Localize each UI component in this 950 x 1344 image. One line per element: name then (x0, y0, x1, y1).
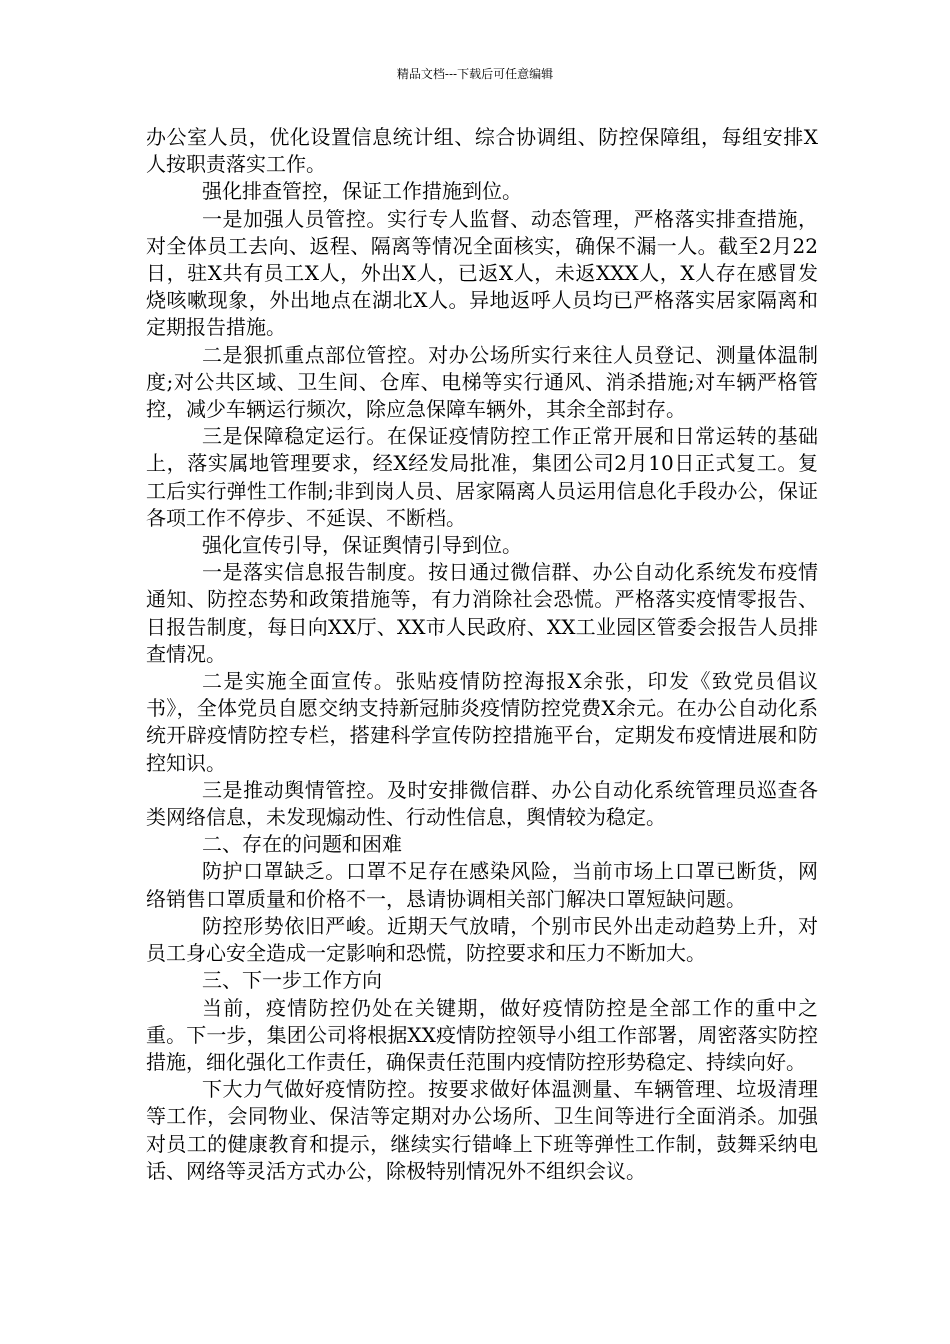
paragraph: 办公室人员，优化设置信息统计组、综合协调组、防控保障组，每组安排X人按职责落实工作。 (146, 125, 818, 177)
paragraph: 一是落实信息报告制度。按日通过微信群、办公自动化系统发布疫情通知、防控态势和政策措施等，有力消除社会恐慌。严格落实疫情零报告、日报告制度，每日向XX厅、XX市人民政府、XX工业园区管委会报告人员排查情况。 (146, 560, 818, 666)
paragraph: 防控形势依旧严峻。近期天气放晴，个别市民外出走动趋势上升，对员工身心安全造成一定影响和恐慌，防控要求和压力不断加大。 (146, 913, 818, 966)
paragraph: 强化排查管控，保证工作措施到位。 (202, 179, 522, 204)
section-heading: 三、下一步工作方向 (202, 968, 382, 993)
paragraph: 三是推动舆情管控。及时安排微信群、办公自动化系统管理员巡查各类网络信息，未发现煽动性、行动性信息，舆情较为稳定。 (146, 777, 818, 830)
document-body (146, 124, 818, 1185)
paragraph: 防护口罩缺乏。口罩不足存在感染风险，当前市场上口罩已断货，网络销售口罩质量和价格不一，恳请协调相关部门解决口罩短缺问题。 (146, 859, 818, 911)
paragraph: 强化宣传引导，保证舆情引导到位。 (202, 533, 522, 558)
paragraph: 三是保障稳定运行。在保证疫情防控工作正常开展和日常运转的基础上，落实属地管理要求，经X经发局批准，集团公司2月10日正式复工。复工后实行弹性工作制;非到岗人员、居家隔离人员运用信息化手段办公，保证各项工作不停步、不延误、不断档。 (146, 424, 818, 530)
paragraph: 二是狠抓重点部位管控。对办公场所实行来往人员登记、测量体温制度;对公共区域、卫生间、仓库、电梯等实行通风、消杀措施;对车辆严格管控，减少车辆运行频次，除应急保障车辆外，其余全部封存。 (146, 342, 818, 422)
page-header: 精品文档---下载后可任意编辑 (396, 67, 554, 81)
section-heading: 二、存在的问题和困难 (202, 832, 402, 857)
paragraph: 下大力气做好疫情防控。按要求做好体温测量、车辆管理、垃圾清理等工作，会同物业、保洁等定期对办公场所、卫生间等进行全面消杀。加强对员工的健康教育和提示，继续实行错峰上下班等弹性工作制，鼓舞采纳电话、网络等灵活方式办公，除极特别情况外不组织会议。 (146, 1077, 818, 1183)
paragraph: 一是加强人员管控。实行专人监督、动态管理，严格落实排查措施，对全体员工去向、返程、隔离等情况全面核实，确保不漏一人。截至2月22日，驻X共有员工X人，外出X人，已返X人，未返XXX人，X人存在感冒发烧咳嗽现象，外出地点在湖北X人。异地返呼人员均已严格落实居家隔离和定期报告措施。 (146, 206, 818, 340)
paragraph: 二是实施全面宣传。张贴疫情防控海报X余张，印发《致党员倡议书》，全体党员自愿交纳支持新冠肺炎疫情防控党费X余元。在办公自动化系统开辟疫情防控专栏，搭建科学宣传防控措施平台，定期发布疫情进展和防控知识。 (146, 669, 818, 775)
paragraph: 当前，疫情防控仍处在关键期，做好疫情防控是全部工作的重中之重。下一步，集团公司将根据XX疫情防控领导小组工作部署，周密落实防控措施，细化强化工作责任，确保责任范围内疫情防控形势稳定、持续向好。 (146, 995, 818, 1074)
